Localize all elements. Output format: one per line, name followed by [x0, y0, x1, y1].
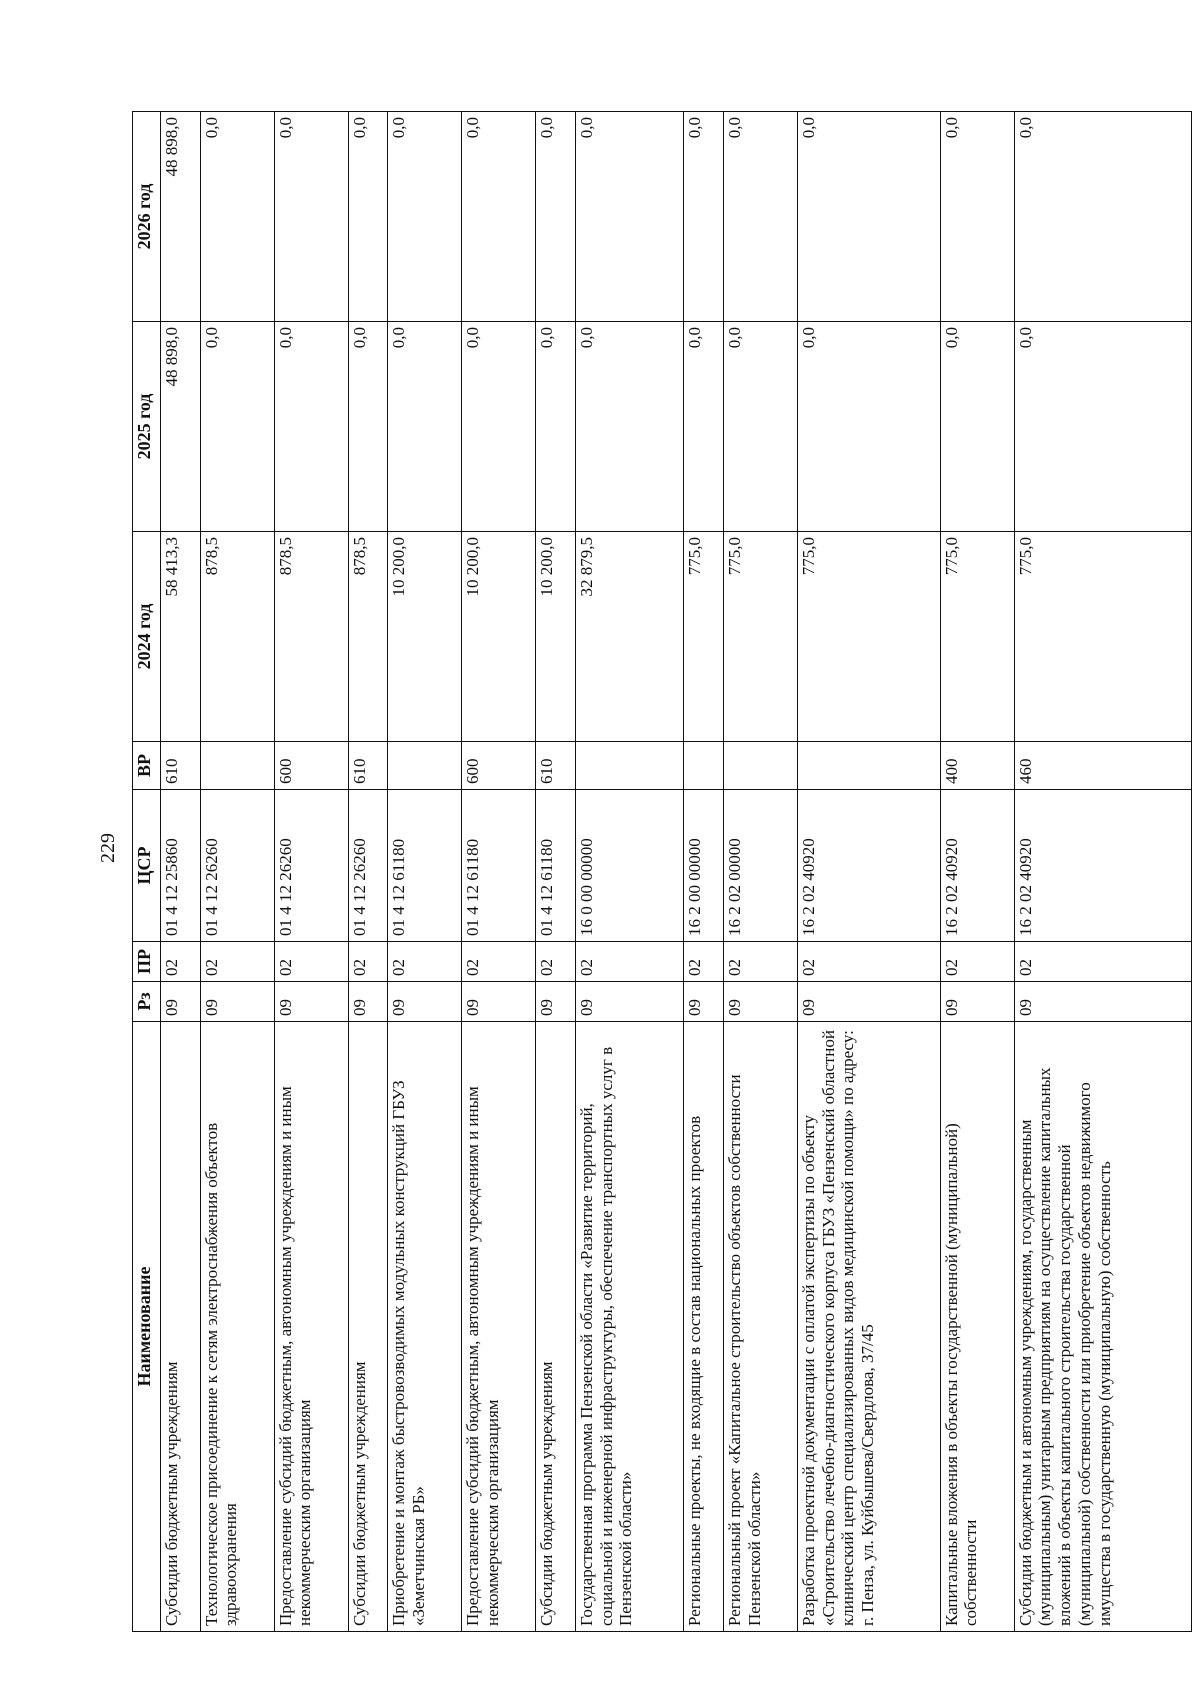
cell-name: Приобретение и монтаж быстровозводимых модульных конструкций ГБУЗ «Земетчинская РБ» — [388, 1022, 462, 1632]
cell-y2024: 10 200,0 — [388, 532, 462, 742]
column-header-2024: 2024 год — [133, 532, 161, 742]
cell-y2024: 878,5 — [348, 532, 388, 742]
cell-y2024: 10 200,0 — [462, 532, 536, 742]
cell-y2025: 0,0 — [274, 322, 348, 532]
table-row — [684, 112, 724, 1632]
cell-y2024: 775,0 — [723, 532, 797, 742]
cell-pr: 02 — [274, 942, 348, 982]
cell-csr: 16 0 00 00000 — [575, 790, 683, 942]
cell-pr: 02 — [200, 942, 274, 982]
cell-rz: 09 — [462, 982, 536, 1022]
cell-y2025: 0,0 — [536, 322, 576, 532]
cell-vr — [388, 742, 462, 790]
cell-csr: 01 4 12 61180 — [462, 790, 536, 942]
table-row — [462, 112, 536, 1632]
cell-name: Технологическое присоединение к сетям электроснабжения объектов здравоохранения — [200, 1022, 274, 1632]
cell-name: Разработка проектной документации с оплатой экспертизы по объекту «Строительство лечебно-диагностического корпуса ГБУЗ «Пензенский областной клинический центр специализированных видов медицинской помощи» по адресу: г. Пенза, ул. Куйбышева/Свердлова, 37/45 — [797, 1022, 940, 1632]
cell-rz: 09 — [940, 982, 1014, 1022]
cell-y2024: 878,5 — [274, 532, 348, 742]
cell-csr: 16 2 02 40920 — [940, 790, 1014, 942]
cell-vr — [200, 742, 274, 790]
cell-y2026: 0,0 — [797, 112, 940, 322]
cell-vr: 610 — [161, 742, 201, 790]
cell-y2025: 0,0 — [797, 322, 940, 532]
cell-pr: 02 — [348, 942, 388, 982]
cell-y2026: 0,0 — [940, 112, 1014, 322]
table-body — [161, 112, 1192, 1632]
column-header-rz: Рз — [133, 982, 161, 1022]
cell-vr — [684, 742, 724, 790]
table-row — [940, 112, 1014, 1632]
cell-y2026: 0,0 — [536, 112, 576, 322]
cell-csr: 01 4 12 26260 — [274, 790, 348, 942]
cell-y2025: 0,0 — [940, 322, 1014, 532]
cell-name: Региональный проект «Капитальное строительство объектов собственности Пензенской области» — [723, 1022, 797, 1632]
cell-name: Субсидии бюджетным учреждениям — [348, 1022, 388, 1632]
table-row — [536, 112, 576, 1632]
cell-name: Капитальные вложения в объекты государственной (муниципальной) собственности — [940, 1022, 1014, 1632]
cell-rz: 09 — [388, 982, 462, 1022]
cell-rz: 09 — [797, 982, 940, 1022]
rotated-table-container — [132, 112, 1192, 1632]
cell-pr: 02 — [388, 942, 462, 982]
cell-name: Государственная программа Пензенской области «Развитие территорий, социальной и инженерной инфраструктуры, обеспечение транспортных услуг в Пензенской области» — [575, 1022, 683, 1632]
cell-csr: 01 4 12 26260 — [348, 790, 388, 942]
cell-csr: 16 2 02 00000 — [723, 790, 797, 942]
table-row — [723, 112, 797, 1632]
cell-vr: 610 — [536, 742, 576, 790]
cell-pr: 02 — [684, 942, 724, 982]
cell-name: Предоставление субсидий бюджетным, автономным учреждениям и иным некоммерческим организациям — [462, 1022, 536, 1632]
cell-y2025: 0,0 — [575, 322, 683, 532]
cell-rz: 09 — [684, 982, 724, 1022]
cell-rz: 09 — [200, 982, 274, 1022]
cell-rz: 09 — [274, 982, 348, 1022]
cell-name: Региональные проекты, не входящие в состав национальных проектов — [684, 1022, 724, 1632]
cell-y2024: 775,0 — [1014, 532, 1191, 742]
cell-y2025: 0,0 — [200, 322, 274, 532]
cell-csr: 16 2 02 40920 — [1014, 790, 1191, 942]
cell-y2025: 0,0 — [684, 322, 724, 532]
cell-y2026: 0,0 — [200, 112, 274, 322]
cell-vr: 600 — [462, 742, 536, 790]
cell-y2026: 0,0 — [348, 112, 388, 322]
cell-pr: 02 — [797, 942, 940, 982]
cell-y2026: 0,0 — [388, 112, 462, 322]
cell-csr: 16 2 02 40920 — [797, 790, 940, 942]
cell-csr: 01 4 12 61180 — [536, 790, 576, 942]
cell-csr: 01 4 12 25860 — [161, 790, 201, 942]
cell-y2026: 0,0 — [684, 112, 724, 322]
cell-y2026: 0,0 — [723, 112, 797, 322]
cell-vr: 600 — [274, 742, 348, 790]
cell-vr — [797, 742, 940, 790]
cell-rz: 09 — [161, 982, 201, 1022]
cell-name: Субсидии бюджетным и автономным учреждениям, государственным (муниципальным) унитарным предприятиям на осуществление капитальных вложений в объекты капитального строительства государственной (муниципальной) собственности или приобретение объектов недвижимого имущества в государственную (муниципальную) собственность — [1014, 1022, 1191, 1632]
cell-y2024: 10 200,0 — [536, 532, 576, 742]
cell-y2026: 0,0 — [274, 112, 348, 322]
table-row — [161, 112, 201, 1632]
column-header-2026: 2026 год — [133, 112, 161, 322]
cell-pr: 02 — [161, 942, 201, 982]
cell-y2024: 775,0 — [797, 532, 940, 742]
column-header-name: Наименование — [133, 1022, 161, 1632]
cell-vr — [723, 742, 797, 790]
cell-name: Субсидии бюджетным учреждениям — [161, 1022, 201, 1632]
cell-vr — [575, 742, 683, 790]
cell-y2024: 32 879,5 — [575, 532, 683, 742]
column-header-2025: 2025 год — [133, 322, 161, 532]
cell-pr: 02 — [536, 942, 576, 982]
table-row — [348, 112, 388, 1632]
cell-y2025: 0,0 — [462, 322, 536, 532]
cell-y2024: 878,5 — [200, 532, 274, 742]
cell-name: Субсидии бюджетным учреждениям — [536, 1022, 576, 1632]
cell-rz: 09 — [723, 982, 797, 1022]
cell-name: Предоставление субсидий бюджетным, автономным учреждениям и иным некоммерческим организациям — [274, 1022, 348, 1632]
column-header-pr: ПР — [133, 942, 161, 982]
cell-csr: 01 4 12 61180 — [388, 790, 462, 942]
cell-pr: 02 — [723, 942, 797, 982]
cell-rz: 09 — [348, 982, 388, 1022]
table-row — [1014, 112, 1191, 1632]
cell-rz: 09 — [575, 982, 683, 1022]
cell-y2025: 0,0 — [348, 322, 388, 532]
cell-y2024: 58 413,3 — [161, 532, 201, 742]
cell-y2026: 0,0 — [575, 112, 683, 322]
cell-y2024: 775,0 — [940, 532, 1014, 742]
cell-pr: 02 — [462, 942, 536, 982]
cell-y2025: 0,0 — [1014, 322, 1191, 532]
cell-y2025: 0,0 — [723, 322, 797, 532]
column-header-csr: ЦСР — [133, 790, 161, 942]
cell-y2026: 48 898,0 — [161, 112, 201, 322]
cell-pr: 02 — [1014, 942, 1191, 982]
cell-pr: 02 — [940, 942, 1014, 982]
table-row — [575, 112, 683, 1632]
cell-vr: 400 — [940, 742, 1014, 790]
page-number: 229 — [97, 833, 119, 863]
cell-y2024: 775,0 — [684, 532, 724, 742]
cell-rz: 09 — [1014, 982, 1191, 1022]
cell-rz: 09 — [536, 982, 576, 1022]
column-header-vr: ВР — [133, 742, 161, 790]
cell-vr: 610 — [348, 742, 388, 790]
cell-pr: 02 — [575, 942, 683, 982]
cell-vr: 460 — [1014, 742, 1191, 790]
budget-table — [132, 111, 1192, 1632]
table-row — [274, 112, 348, 1632]
table-row — [200, 112, 274, 1632]
cell-y2026: 0,0 — [1014, 112, 1191, 322]
table-row — [797, 112, 940, 1632]
cell-y2025: 0,0 — [388, 322, 462, 532]
cell-y2026: 0,0 — [462, 112, 536, 322]
cell-csr: 16 2 00 00000 — [684, 790, 724, 942]
cell-y2025: 48 898,0 — [161, 322, 201, 532]
table-header-row — [133, 112, 161, 1632]
table-row — [388, 112, 462, 1632]
cell-csr: 01 4 12 26260 — [200, 790, 274, 942]
